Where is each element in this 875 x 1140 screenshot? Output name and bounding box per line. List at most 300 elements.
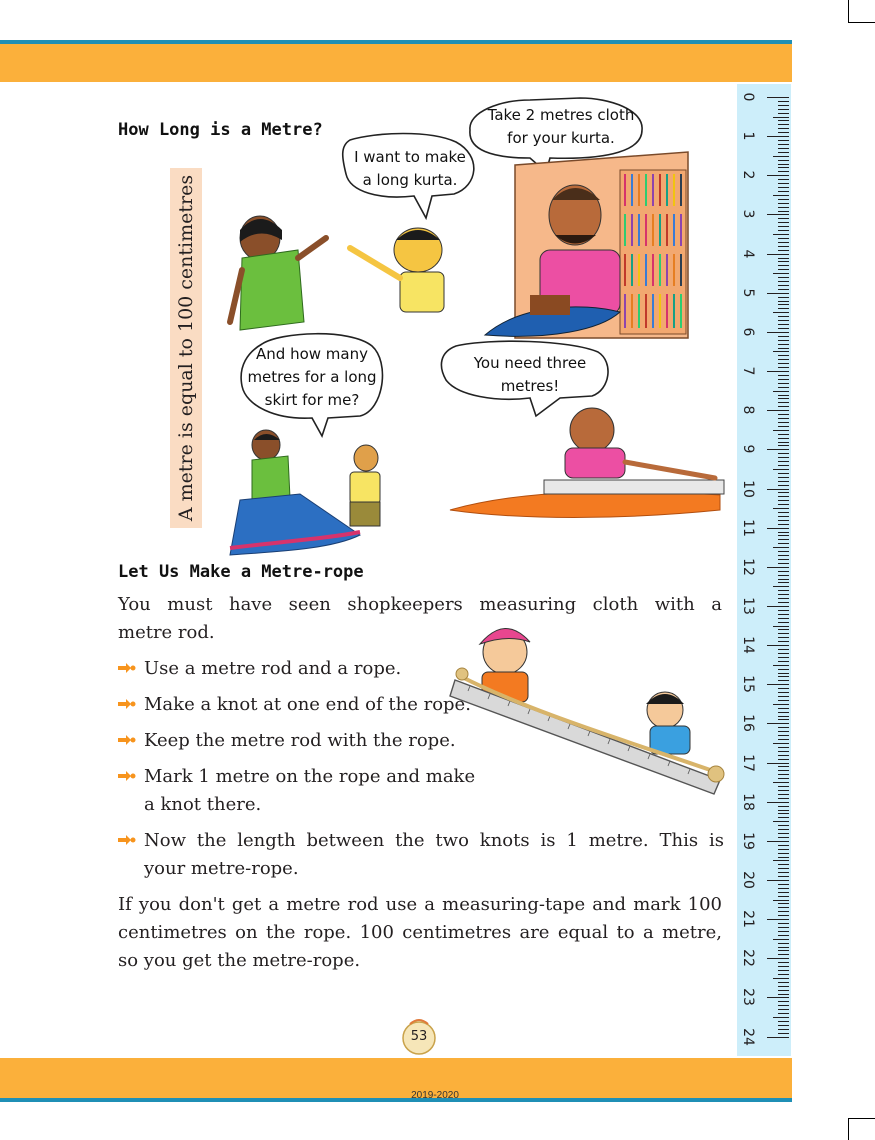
ruler-tick (767, 136, 789, 137)
ruler-tick (778, 500, 789, 501)
ruler-tick (778, 113, 789, 114)
ruler-tick (778, 246, 789, 247)
ruler-number: 11 (740, 518, 756, 537)
ruler-tick (778, 277, 789, 278)
ruler-tick (778, 982, 789, 983)
ruler-tick (778, 359, 789, 360)
ruler-tick (773, 586, 789, 587)
ruler-tick (778, 974, 789, 975)
ruler-tick (778, 798, 789, 799)
ruler-tick (778, 1001, 789, 1002)
ruler-tick (778, 833, 789, 834)
section-heading: How Long is a Metre? (118, 120, 323, 140)
ruler-tick (778, 355, 789, 356)
ruler-tick (778, 539, 789, 540)
bullet-text: Use a metre rod and a rope. (144, 658, 402, 679)
ruler-tick (778, 269, 789, 270)
ruler-tick (778, 379, 789, 380)
ruler-tick (778, 790, 789, 791)
ruler-tick (778, 735, 789, 736)
ruler-tick (778, 657, 789, 658)
ruler-tick (778, 532, 789, 533)
ruler-tick (778, 892, 789, 893)
ruler-tick (778, 692, 789, 693)
bullet-text: your metre-rope. (144, 858, 299, 879)
ruler-tick (778, 774, 789, 775)
ruler-tick (767, 841, 789, 842)
ruler-tick (778, 680, 789, 681)
ruler-tick (773, 273, 789, 274)
ruler-tick (778, 731, 789, 732)
ruler-tick (778, 316, 789, 317)
ruler-tick (778, 751, 789, 752)
text-line: centimetres on the rope. 100 centimetres are equal to a metre, (118, 922, 722, 943)
ruler-tick (778, 516, 789, 517)
boy-figure (350, 228, 444, 312)
ruler-tick (778, 864, 789, 865)
ruler-tick (767, 763, 789, 764)
ruler-tick (778, 222, 789, 223)
ruler-tick (778, 727, 789, 728)
ruler-tick (778, 297, 789, 298)
arrow-bullet-icon (118, 769, 136, 783)
ruler-number: 17 (740, 753, 756, 772)
ruler-tick (778, 876, 789, 877)
ruler-number: 20 (740, 871, 756, 889)
ruler-tick (767, 214, 789, 215)
ruler-tick (778, 375, 789, 376)
ruler-tick (767, 410, 789, 411)
ruler-tick (778, 191, 789, 192)
ruler-tick (778, 258, 789, 259)
ruler-tick (767, 645, 789, 646)
ruler-tick (778, 132, 789, 133)
ruler-tick (778, 622, 789, 623)
bubble-line: metres for a long (247, 368, 377, 386)
ruler-tick (778, 719, 789, 720)
ruler-tick (778, 402, 789, 403)
ruler-tick (778, 348, 789, 349)
ruler-number: 6 (740, 327, 756, 337)
ruler-number: 1 (740, 131, 756, 141)
ruler-tick (778, 438, 789, 439)
ruler-tick (778, 806, 789, 807)
girl-holding-rod (646, 692, 690, 754)
ruler-number: 7 (740, 366, 756, 376)
ruler-tick (778, 164, 789, 165)
ruler-tick (778, 1029, 789, 1030)
ruler-tick (767, 919, 789, 920)
ruler-tick (778, 688, 789, 689)
ruler-tick (778, 602, 789, 603)
ruler-number: 0 (740, 92, 756, 102)
page-number-badge (398, 1014, 440, 1056)
ruler-tick (778, 770, 789, 771)
bullet-item (118, 827, 724, 883)
ruler-tick (778, 128, 789, 129)
ruler-tick (778, 203, 789, 204)
ruler-tick (778, 238, 789, 239)
ruler-tick (778, 524, 789, 525)
ruler-tick (778, 931, 789, 932)
bubble-line: You need three (473, 354, 587, 372)
ruler-tick (778, 598, 789, 599)
ruler-tick (778, 676, 789, 677)
ruler-tick (778, 265, 789, 266)
ruler-tick (778, 813, 789, 814)
ruler-tick (778, 481, 789, 482)
ruler-tick (778, 281, 789, 282)
ruler-tick (778, 994, 789, 995)
ruler-tick (778, 1005, 789, 1006)
bubble-line: metres! (500, 377, 560, 395)
ruler-tick (778, 712, 789, 713)
closing-paragraph (118, 891, 722, 975)
speech-bubble-text (240, 343, 384, 412)
ruler-tick (767, 802, 789, 803)
ruler-tick (767, 449, 789, 450)
ruler-tick (778, 320, 789, 321)
ruler-tick (778, 849, 789, 850)
ruler-number: 18 (740, 792, 756, 811)
bubble-line: for your kurta. (507, 129, 615, 147)
ruler-tick (767, 175, 789, 176)
ruler-tick (778, 160, 789, 161)
ruler-tick (773, 860, 789, 861)
ruler-tick (773, 782, 789, 783)
ruler-tick (778, 817, 789, 818)
ruler-tick (778, 465, 789, 466)
bullet-text: Now the length between the two knots is 1 metre. This is (144, 830, 724, 851)
ruler-tick (773, 430, 789, 431)
ruler-tick (778, 853, 789, 854)
ruler-tick (778, 755, 789, 756)
ruler-tick (778, 696, 789, 697)
year-label: 2019-2020 (411, 1090, 459, 1101)
ruler-tick (778, 716, 789, 717)
ruler-tick (778, 594, 789, 595)
ruler-tick (778, 653, 789, 654)
ruler-tick (778, 911, 789, 912)
ruler-tick (778, 935, 789, 936)
ruler-tick (778, 395, 789, 396)
ruler-tick (778, 101, 789, 102)
ruler-tick (778, 575, 789, 576)
shopkeeper-measuring-figure (450, 408, 724, 518)
ruler-tick (767, 528, 789, 529)
ruler-tick (778, 829, 789, 830)
ruler-tick (773, 156, 789, 157)
ruler-tick (778, 673, 789, 674)
ruler-tick (778, 884, 789, 885)
page-number: 53 (410, 1029, 428, 1044)
ruler-tick (778, 810, 789, 811)
ruler-tick (778, 504, 789, 505)
ruler-tick (778, 629, 789, 630)
ruler-number: 15 (740, 675, 756, 694)
ruler-number: 21 (740, 910, 756, 929)
ruler-tick (778, 590, 789, 591)
crop-mark (848, 0, 849, 22)
ruler-tick (773, 978, 789, 979)
ruler-tick (778, 633, 789, 634)
bubble-line: I want to make (354, 148, 466, 166)
ruler-tick (778, 344, 789, 345)
ruler-tick (778, 226, 789, 227)
ruler-tick (778, 915, 789, 916)
metre-rod-illustration (430, 612, 730, 812)
ruler-tick (778, 152, 789, 153)
speech-bubble-text (345, 146, 475, 192)
ruler-number: 14 (740, 636, 756, 654)
ruler-tick (778, 179, 789, 180)
crop-mark (848, 1118, 849, 1140)
ruler-tick (778, 986, 789, 987)
bullet-text: a knot there. (144, 794, 262, 815)
ruler-tick (773, 312, 789, 313)
ruler-tick (778, 324, 789, 325)
ruler-tick (778, 363, 789, 364)
ruler-tick (778, 367, 789, 368)
ruler-tick (778, 328, 789, 329)
ruler-tick (778, 453, 789, 454)
ruler-tick (778, 167, 789, 168)
ruler-tick (767, 254, 789, 255)
crop-mark (848, 22, 875, 23)
ruler-tick (778, 496, 789, 497)
ruler-tick (778, 461, 789, 462)
ruler-tick (778, 211, 789, 212)
ruler-tick (778, 845, 789, 846)
ruler-tick (778, 183, 789, 184)
ruler-tick (778, 383, 789, 384)
ruler-tick (778, 825, 789, 826)
ruler-tick (778, 618, 789, 619)
ruler-tick (767, 371, 789, 372)
ruler-tick (778, 1033, 789, 1034)
ruler-number: 10 (740, 479, 756, 498)
ruler-tick (767, 723, 789, 724)
ruler-tick (773, 508, 789, 509)
ruler-tick (778, 242, 789, 243)
ruler-tick (778, 766, 789, 767)
ruler-tick (778, 970, 789, 971)
ruler-tick (773, 821, 789, 822)
ruler-tick (778, 1013, 789, 1014)
ruler-tick (773, 195, 789, 196)
shopkeeper-figure (485, 185, 620, 336)
arrow-bullet-icon (118, 733, 136, 747)
section-heading: Let Us Make a Metre-rope (118, 562, 364, 582)
ruler-tick (767, 332, 789, 333)
ruler-tick (773, 743, 789, 744)
ruler-tick (778, 414, 789, 415)
ruler-tick (778, 903, 789, 904)
ruler-tick (767, 606, 789, 607)
ruler-number: 9 (740, 444, 756, 454)
text-line: metre rod. (118, 622, 215, 643)
ruler-number: 12 (740, 557, 756, 576)
top-band (0, 44, 792, 82)
ruler-tick (778, 888, 789, 889)
ruler-number: 19 (740, 831, 756, 850)
bubble-line: a long kurta. (362, 171, 458, 189)
ruler-tick (773, 469, 789, 470)
ruler-tick (778, 124, 789, 125)
ruler-tick (778, 1025, 789, 1026)
ruler-tick (778, 1009, 789, 1010)
ruler-tick (773, 900, 789, 901)
ruler-tick (778, 649, 789, 650)
ruler-tick (778, 120, 789, 121)
ruler-number: 8 (740, 405, 756, 415)
ruler-tick (778, 520, 789, 521)
ruler-number: 22 (740, 949, 756, 968)
ruler-tick (778, 398, 789, 399)
ruler-tick (778, 950, 789, 951)
ruler-tick (778, 896, 789, 897)
ruler-tick (778, 543, 789, 544)
arrow-bullet-icon (118, 661, 136, 675)
side-ruler (737, 84, 791, 1056)
ruler-tick (778, 1021, 789, 1022)
ruler-tick (778, 492, 789, 493)
ruler-tick (773, 234, 789, 235)
ruler-tick (778, 340, 789, 341)
ruler-tick (778, 943, 789, 944)
ruler-tick (767, 880, 789, 881)
ruler-tick (778, 148, 789, 149)
ruler-tick (767, 567, 789, 568)
ruler-tick (778, 261, 789, 262)
ruler-tick (778, 473, 789, 474)
ruler-tick (773, 391, 789, 392)
ruler-tick (778, 669, 789, 670)
ruler-tick (778, 406, 789, 407)
ruler-tick (778, 563, 789, 564)
ruler-tick (778, 422, 789, 423)
ruler-tick (773, 939, 789, 940)
ruler-tick (767, 997, 789, 998)
ruler-tick (778, 555, 789, 556)
ruler-tick (778, 739, 789, 740)
bullet-text: Mark 1 metre on the rope and make (144, 766, 476, 787)
ruler-tick (778, 426, 789, 427)
ruler-tick (778, 637, 789, 638)
ruler-tick (767, 1037, 789, 1038)
ruler-tick (778, 837, 789, 838)
ruler-tick (773, 547, 789, 548)
text-line: If you don't get a metre rod use a measuring-tape and mark 100 (118, 894, 722, 915)
ruler-tick (778, 868, 789, 869)
ruler-tick (778, 289, 789, 290)
ruler-tick (773, 117, 789, 118)
bullet-text: Keep the metre rod with the rope. (144, 730, 456, 751)
ruler-number: 5 (740, 288, 756, 298)
ruler-number: 13 (740, 597, 756, 615)
ruler-tick (778, 250, 789, 251)
ruler-tick (778, 304, 789, 305)
ruler-tick (773, 351, 789, 352)
ruler-tick (778, 109, 789, 110)
ruler-tick (778, 954, 789, 955)
ruler-tick (778, 614, 789, 615)
ruler-tick (778, 171, 789, 172)
bubble-line: Take 2 metres cloth (487, 106, 635, 124)
ruler-tick (767, 293, 789, 294)
ruler-number: 2 (740, 170, 756, 180)
text-line: You must have seen shopkeepers measuring cloth with a (118, 594, 722, 615)
girl-figure (230, 216, 326, 330)
ruler-number: 24 (740, 1027, 756, 1046)
ruler-tick (778, 759, 789, 760)
ruler-tick (778, 700, 789, 701)
speech-bubble-text (445, 352, 615, 398)
bubble-line: And how many (256, 345, 368, 363)
ruler-tick (778, 857, 789, 858)
ruler-tick (778, 144, 789, 145)
ruler-tick (778, 747, 789, 748)
arrow-bullet-icon (118, 833, 136, 847)
ruler-tick (778, 336, 789, 337)
speech-bubble-text (476, 104, 646, 150)
ruler-tick (778, 794, 789, 795)
text-line: so you get the metre-rope. (118, 950, 361, 971)
ruler-tick (778, 923, 789, 924)
ruler-tick (778, 778, 789, 779)
bullet-text: Make a knot at one end of the rope. (144, 694, 471, 715)
ruler-tick (778, 535, 789, 536)
ruler-tick (778, 907, 789, 908)
ruler-tick (767, 97, 789, 98)
ruler-tick (778, 301, 789, 302)
ruler-tick (778, 582, 789, 583)
ruler-tick (778, 559, 789, 560)
ruler-tick (767, 958, 789, 959)
ruler-tick (773, 704, 789, 705)
bubble-line: skirt for me? (264, 391, 360, 409)
arrow-bullet-icon (118, 697, 136, 711)
ruler-tick (778, 786, 789, 787)
ruler-tick (778, 199, 789, 200)
ruler-tick (778, 610, 789, 611)
ruler-tick (773, 1017, 789, 1018)
vertical-note (170, 168, 202, 528)
ruler-tick (778, 418, 789, 419)
ruler-tick (778, 285, 789, 286)
ruler-tick (778, 990, 789, 991)
ruler-number: 23 (740, 988, 756, 1007)
ruler-number: 3 (740, 209, 756, 219)
ruler-number: 16 (740, 714, 756, 733)
ruler-tick (778, 872, 789, 873)
ruler-tick (773, 665, 789, 666)
ruler-tick (767, 684, 789, 685)
vertical-note-text: A metre is equal to 100 centimetres (175, 174, 197, 522)
ruler-tick (778, 661, 789, 662)
ruler-tick (778, 947, 789, 948)
ruler-tick (778, 218, 789, 219)
ruler-tick (778, 708, 789, 709)
ruler-tick (778, 308, 789, 309)
ruler-tick (778, 485, 789, 486)
ruler-tick (778, 445, 789, 446)
ruler-tick (778, 387, 789, 388)
ruler-tick (778, 207, 789, 208)
ruler-tick (778, 927, 789, 928)
ruler-tick (778, 641, 789, 642)
ruler-tick (778, 551, 789, 552)
